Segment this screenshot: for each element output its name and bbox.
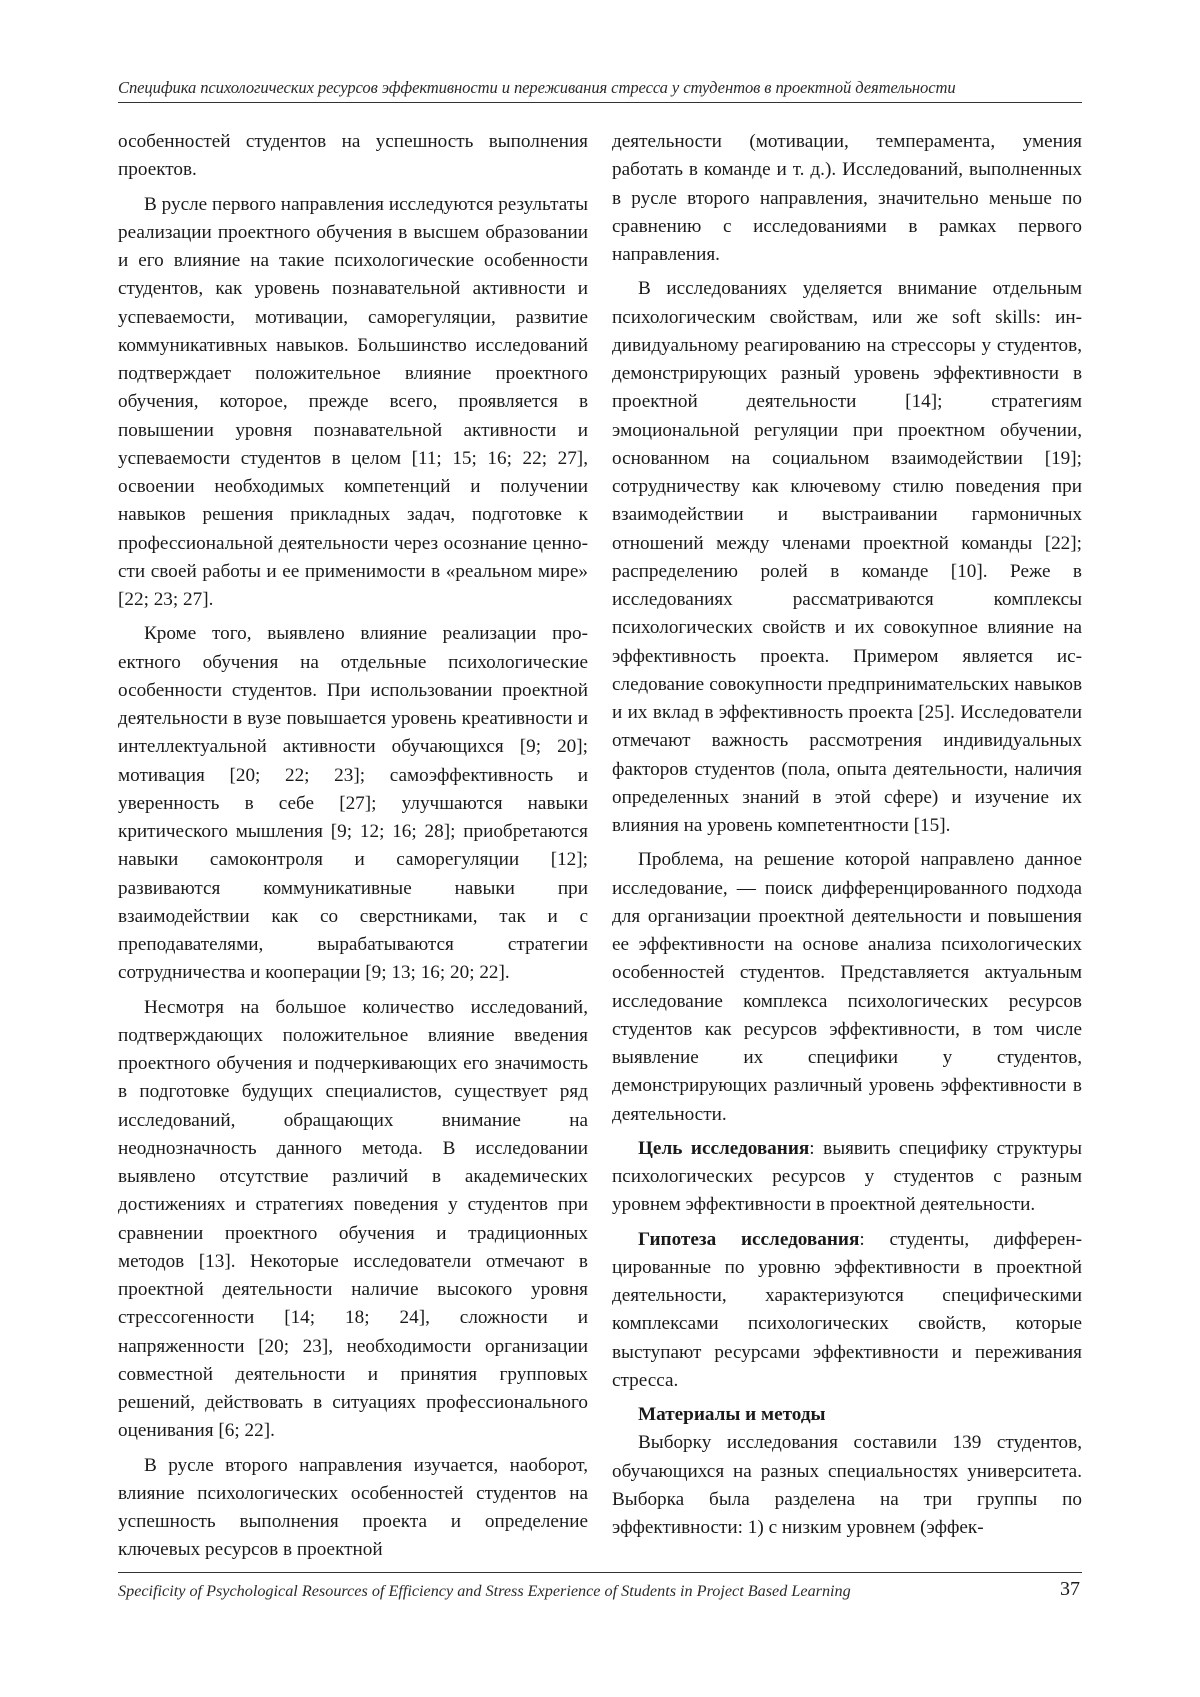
paragraph-problem: Проблема, на решение которой направлено данное исследование, — поиск дифференцированного подхода для организации проектной деятельности и повышения ее эффективности на основе анализа психологических особенностей студентов. Представляется актуальным исследование комплекса психологических ресурсов студентов как ресурсов эффективности, в том числе выявление их специфики у студентов, демонстрирующих различный уровень эффективности в деятельности.: [612, 849, 1082, 1125]
paragraph-first-direction: В русле первого направления исследуются результаты реализации проектного обучения в высшем образовании и его влияние на такие психологические особенности студентов, как уровень познавательной активности и успеваемости, мотивации, саморегуляции, развитие коммуникативных навыков. Большинство исследований подтверждает положительное влияние проектного обучения, которое, прежде всего, проявляется в повышении уровня познавательной активности и успеваемости студентов в целом [11; 15; 16; 22; 27], освоении необходимых компетенций и получении навыков решения прикладных задач, подготовке к профессиональной деятельности через осознание ценности своей работы и ее применимости в «реальном мире» [22; 23; 27].: [118, 193, 588, 610]
paragraph-second-direction: В русле второго направления изучается, наоборот, влияние психологических особенностей студентов на успешность выполнения проекта и определение ключевых ресурсов в проектной: [118, 1454, 588, 1561]
paragraph-hypothesis: [612, 1226, 1082, 1396]
paragraph-ambiguity: Несмотря на большое количество исследований, подтверждающих положительное влияние введения проектного обучения и подчеркивающих его значимость в подготовке будущих специалистов, существует ряд исследований, обращающих внимание на неоднозначность данного метода. В исследовании выявлено отсутствие различий в академических достижениях и стратегиях поведения у студентов при сравнении проектного обучения и традиционных методов [13]. Некоторые исследователи отмечают в проектной деятельности наличие высокого уровня стрессогенности [14; 18; 24], сложности и напряженности [20; 23], необходимости организации совместной деятельности и принятия групповых решений, действовать в ситуациях профессионального оценивания [6; 22].: [118, 996, 588, 1442]
right-column: [612, 128, 1082, 1548]
page-number: 37: [1060, 1578, 1080, 1600]
paragraph-goal: [612, 1135, 1082, 1220]
running-header-title: Специфика психологических ресурсов эффективности и переживания стресса у студентов в проектной деятельности: [118, 78, 956, 97]
paragraph-methods: Выборку исследования составили 139 студентов, обучающихся на разных специальностях университета. Выборка была разделена на три группы по эффективности: 1) с низким уровнем (эффек-: [612, 1432, 1082, 1538]
goal-label: Цель исследования: [638, 1137, 810, 1159]
section-heading-methods: Материалы и методы: [638, 1404, 826, 1425]
hypothesis-label: Гипотеза исследования: [638, 1228, 860, 1250]
paragraph-psychological-features: Кроме того, выявлено влияние реализации проектного обучения на отдельные психологические особенности студентов. При использовании проектной деятельности в вузе повышается уровень креативности и интеллектуальной активности обучающихся [9; 20]; мотивация [20; 22; 23]; самоэффективность и уверенность в себе [27]; улучшаются навыки критического мышления [9; 12; 16; 28]; приобретаются навыки самоконтроля и саморегуляции [12]; развиваются коммуникативные навыки при взаимодействии как со сверстниками, так и с преподавателями, вырабатываются стратегии сотрудничества и кооперации [9; 13; 16; 20; 22].: [118, 623, 588, 984]
left-column: [118, 128, 588, 1571]
paragraph-soft-skills: В исследованиях уделяется внимание отдельным психологическим свойствам, или же soft skills: индивидуальному реагированию на стрессоры у студентов, демонстрирующих разный уровень эффективности в проектной деятельности [14]; стратегиям эмоциональной регуляции при проектном обучении, основанном на социальном взаимодействии [19]; сотрудничеству как ключевому стилю поведения при взаимодействии и выстраивании гармоничных отношений между членами проектной команды [22]; распределению ролей в команде [10]. Реже в исследованиях рассматриваются комплексы психологических свойств и их совокупное влияние на эффективность проекта. Примером является исследование совокупности предпринимательских навыков и их вклад в эффективность проекта [25]. Исследователи отмечают важность рассмотрения индивидуальных факторов студентов (пола, опыта деятельности, наличия определенных знаний в этой сфере) и изучение их влияния на уровень компетентности [15].: [612, 278, 1082, 836]
header-divider: [118, 102, 1082, 103]
goal-text: : выявить специфику структуры психологических ресурсов у студентов с разным уровнем эффективности в проектной деятельности.: [612, 1137, 1082, 1216]
footer-divider: [118, 1572, 1082, 1573]
footer-english-title: Specificity of Psychological Resources of Efficiency and Stress Experience of Students in Project Based Learning: [118, 1582, 851, 1600]
hypothesis-text: : студенты, дифференцированные по уровню эффективности в проектной деятельности, характеризуются специфическими комплексами психологических свойств, которые выступают ресурсами эффективности и переживания стресса.: [612, 1228, 1082, 1391]
paragraph-continuation: особенностей студентов на успешность выполнения проектов.: [118, 131, 588, 181]
paragraph-continuation-right: деятельности (мотивации, темперамента, умения работать в команде и т. д.). Исследований, выполненных в русле второго направления, значительно меньше по сравнению с исследованиями в рамках первого направления.: [612, 131, 1082, 265]
